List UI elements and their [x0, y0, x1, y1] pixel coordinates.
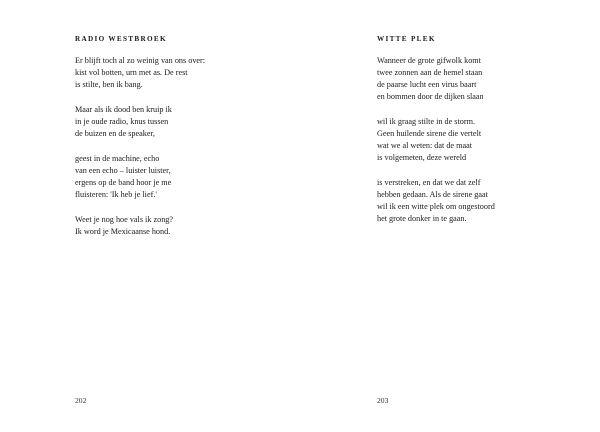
stanza	[75, 214, 205, 238]
poem-line: Geen huilende sirene die vertelt	[377, 129, 482, 138]
poem-line: van een echo – luister luister,	[75, 166, 171, 175]
poem-line: ergens op de band hoor je me	[75, 178, 172, 187]
stanza	[75, 153, 205, 201]
stanza	[377, 116, 495, 164]
poem-body	[75, 55, 205, 251]
poem-line: is volgemeten, deze wereld	[377, 153, 467, 162]
poem-title: WITTE PLEK	[377, 35, 436, 43]
poem-line: de paarse lucht een virus baart	[377, 80, 477, 89]
page-number: 203	[377, 396, 389, 405]
poem-line: wat we al weten: dat de maat	[377, 141, 473, 150]
stanza	[377, 177, 495, 225]
poem-line: de buizen en de speaker,	[75, 129, 155, 138]
poem-line: wil ik een witte plek om ongestoord	[377, 202, 495, 211]
stanza	[75, 55, 205, 91]
poem-line: is stilte, ben ik bang.	[75, 80, 143, 89]
poem-line: is verstreken, en dat we dat zelf	[377, 178, 481, 187]
poem-line: het grote donker in te gaan.	[377, 214, 467, 223]
poem-line: Maar als ik dood ben kruip ik	[75, 105, 172, 114]
poem-line: in je oude radio, knus tussen	[75, 117, 169, 126]
poem-line: fluisteren: 'Ik heb je lief.'	[75, 190, 157, 199]
poem-line: twee zonnen aan de hemel staan	[377, 68, 483, 77]
poem-line: kist vol botten, urn met as. De rest	[75, 68, 188, 77]
poem-line: Er blijft toch al zo weinig van ons over:	[75, 56, 206, 65]
poem-line: Ik word je Mexicaanse hond.	[75, 227, 171, 236]
poem-line: Wanneer de grote gifwolk komt	[377, 56, 481, 65]
poem-line: geest in de machine, echo	[75, 154, 160, 163]
poem-title: RADIO WESTBROEK	[75, 35, 167, 43]
poem-line: en bommen door de dijken slaan	[377, 92, 484, 101]
poem-line: hebben gedaan. Als de sirene gaat	[377, 190, 488, 199]
poem-line: wil ik graag stilte in de storm.	[377, 117, 476, 126]
poem-line: Weet je nog hoe vals ik zong?	[75, 215, 174, 224]
page-number: 202	[75, 396, 87, 405]
stanza	[75, 104, 205, 140]
right-page	[300, 0, 600, 432]
stanza	[377, 55, 495, 103]
poem-body	[377, 55, 495, 238]
